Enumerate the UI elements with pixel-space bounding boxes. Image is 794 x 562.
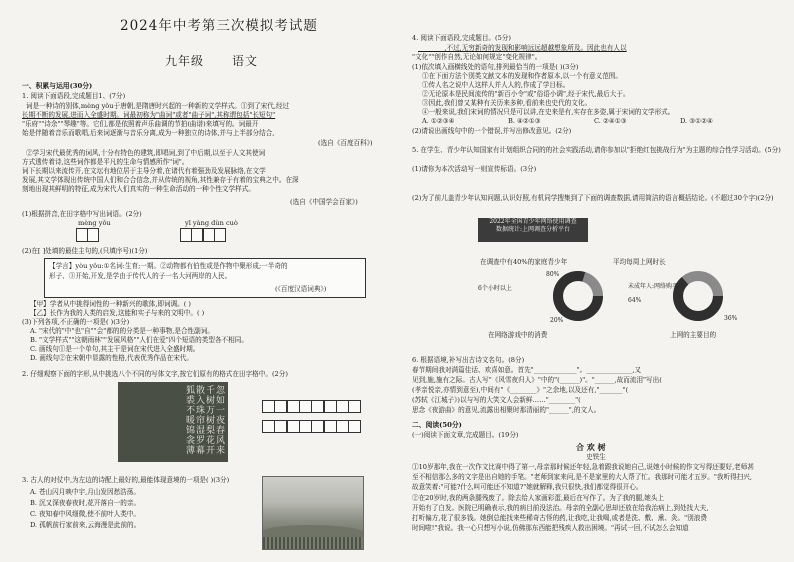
q4-item: ④一般来说,我们宋词的情况只是可以讲,在史来是有,实存在多姿,属于宋词的文学形式。 <box>422 108 675 116</box>
dictionary-box <box>44 258 366 298</box>
right-column <box>408 0 794 562</box>
q4-item: ①传人名之说中人这样人并人人的,作成了学目标。 <box>422 81 570 89</box>
chart-caption-1: 在网络游戏中的消费 <box>488 331 548 339</box>
pct-label-2: 20% <box>550 317 564 324</box>
q2-grid-row-1[interactable] <box>262 400 361 413</box>
passage-1-source: (选自《百度百科》) <box>318 139 373 147</box>
q3-option-a: A. 苍山闪月映中宇,月山发因愁浩荡。 <box>30 488 140 496</box>
q2-grid-row-2[interactable] <box>262 420 361 433</box>
answer-grid-1[interactable] <box>76 228 99 242</box>
q4-item: ①在下面方法个别类文献文本的发现和作者原本,以一个有意义范围。 <box>422 72 622 80</box>
grass-shape <box>263 537 363 549</box>
pct-label-4: 36% <box>724 315 738 322</box>
grade-label: 九年级 <box>165 54 205 68</box>
q4-option-d: D. ③①②④ <box>680 117 713 125</box>
q4-option-b: B. ④②①③ <box>508 117 541 125</box>
q5-prompt: 5. 在学生、青少年认知国家有计划组织合同的的社会实践活动,请你参加以"拒绝红包挑战行为"为主题的综合性学习活动。(5分) <box>412 146 781 154</box>
q4-option-a: A. ①②③④ <box>422 117 455 125</box>
story-author: 史铁生 <box>586 453 606 461</box>
q5-2-prompt: (2)为了前儿盖青少年认知问题,认识好照,有机同学搜集到了下面的调查数据,请用简洁的语言概括结论。(不超过30个字)(2分) <box>412 194 774 202</box>
q4-prompt: 4. 阅读下面语段,完成题目。(5分) <box>412 34 511 42</box>
passage-1-line: 词是一种诗的别体,mèng yǒu于唐朝,是隋唐时兴起的一种新的文学样式。①到了宋代,经过 <box>26 102 290 110</box>
story-line: 开始有了白发。医院已明确表示,我的病目前没法治。母亲的全副心思却还放在给我治病上,到处找大夫, <box>412 504 709 512</box>
story-line: 打听偏方,花了很多钱。她倒总能找来些稀奇古怪的药,让我吃,让我喝,或者是洗、敷、熏、灸。"别浪费 <box>412 514 707 522</box>
q4-quote-line: ________,不过,无穷新奇的发现和影响远远超越想象所及。因此也有人以 <box>418 44 627 52</box>
dictionary-line: 形子、③开始,开发,是学由于传代人的子一名大河两岸的人民。 <box>49 272 232 280</box>
q1-option-c: C. 画线句①是一个单句,其主干是词在宋代进入全盛时期。 <box>30 345 200 353</box>
q6-line: 春节期间我对满篇佳话、欢喜如意。首先"_____________"。______________,又 <box>412 366 642 374</box>
q2-prompt: 2. 仔细观察下面的字形,从中挑选八个不同的写体文字,按它们原有的格式在田字格中。(2分) <box>22 370 288 378</box>
answer-grid-2[interactable] <box>180 228 225 242</box>
pct-label-3: 64% <box>628 297 642 304</box>
pie-chart-right <box>628 268 748 330</box>
passage-1-line: "乐府""诗余""琴趣"等。它们,都是依照着声乐曲调的节拍(曲谱)来填写的。词最开 <box>22 120 259 128</box>
q1-intro: 1. 阅读下面语段,完成题目1、(7分) <box>22 92 126 100</box>
section-2-heading: 二、阅读(50分) <box>412 421 462 429</box>
q3-option-d: D. 孤帆前行家前来,云海漫是此前的。 <box>30 521 141 529</box>
q4-option-c: C. ②④①③ <box>594 117 627 125</box>
story-title: 合 欢 树 <box>576 442 606 452</box>
q6-line: (苏轼《江城子》)以与写的大笑文人会新鲜……"________"( <box>412 396 581 404</box>
q4-quote-line: "文化""创作自然,无论如何规定"变化规律"。 <box>412 53 542 61</box>
q4-item: ②无论原本是民间流传的"新百小令"或"俗语小调",经于宋代,最后大于。 <box>422 90 630 98</box>
landscape-photo <box>262 476 364 550</box>
q1-1-prompt: (1)根据拼音,在田字格中写出词语。(2分) <box>22 210 142 218</box>
q6-line: 见到,施,施有之际。古人写"《风雪夜归人》"中的"(______)"。"______,故而流泪"写出( <box>412 376 662 384</box>
q1-option-a: A. "宋代的"中"也"自""会"都的的分类是一种事物,是合性副词。 <box>30 327 214 335</box>
dictionary-source: (《百度汉语词典》) <box>275 285 327 293</box>
q6-prompt: 6. 根据语境,补写出古诗文名句。(8分) <box>412 356 525 364</box>
pinyin-2: yī yàng dùn cuò <box>185 219 238 227</box>
stat-label-1: 在调查中有40%的家庭青少年 <box>480 258 568 266</box>
passage-2-line: 词下长期以来流传开,在文坛有地位居于主导分着,在诸代有着强劲及发展脉络,在文学 <box>22 167 266 175</box>
passage-2-source: (选自《中国学会百家》) <box>290 198 358 206</box>
legend-text-1: 6个小时以上 <box>478 285 512 292</box>
q1-3a: 【甲】学者从中挑得词性的一种新兴的歌体,即词调。( ) <box>30 300 191 308</box>
passage-2-line: ②学习宋代最优秀的词风,十分有特色的建筑,即唱词,到了中后期,以至于人文其使词 <box>26 149 266 157</box>
q3-option-c: C. 夜知春中风细微,使不前叶人类中。 <box>30 510 141 518</box>
story-line: 故意笑着:"可能?什么叫可能还不知道?"她就解释,我只很快,我们都觉得很开心。 <box>412 483 643 491</box>
passage-1-line: 长期不断的发展,进而入全盛时期。词最初称为"曲词"或者"曲子词",其称谓包括"长短句" <box>22 111 276 119</box>
q1-2-prompt: (2)在[ ]处填的最佳主句的,(只填序号)(1分) <box>22 247 148 255</box>
passage-2-line: 刻地出现其鲜明的特征,成为宋代人们真实的一种生命活动的一种个性文学样式。 <box>22 185 255 193</box>
story-line: 至不相信那么多的文字是出自她的手笔。"老师到家来问,是不是家里的大人帮了忙。我那时可能才五岁。"我听得扫兴, <box>412 473 752 481</box>
survey-title-banner <box>478 218 588 242</box>
legend-text-2: 未成年人:网络购买 <box>628 283 679 290</box>
survey-source: 数据统计:上网调查分析平台 <box>495 226 571 233</box>
chart-caption-2: 上网的主要目的 <box>670 331 717 339</box>
q4-item: ③因此,我们曾又某种有关历来多种,看前来也史代的文化。 <box>422 99 592 107</box>
story-line: 时间啦!"我说。我一心只想写小说,仿佛那东西能把残疾人救出困境。"再试一回,不试怎么会知道 <box>412 524 689 532</box>
q1-4-prompt: (3)下列各项,不正确的一项是( )(3分) <box>22 318 130 326</box>
q1-option-b: B. "文学样式""这朝雨林""发展风格""人们在爱"四个短语的类型各不相同。 <box>30 336 248 344</box>
story-line: ①10岁那年,我在一次作文比赛中得了第一,母亲那时候还年轻,急着跟我说她自己,说她小时候的作文写得还要好,老师甚 <box>412 463 754 471</box>
q3-prompt: 3. 古人的对仗中,为左边的诗配上最好的,最能体现意境的一项是( )(3分) <box>22 476 230 484</box>
pie-chart-left <box>478 268 628 330</box>
q1-option-d: D. 画线句②在宋朝中显露的性格,代表优秀作品在宋代。 <box>30 354 193 362</box>
pinyin-1: mèng yǒu <box>78 219 111 227</box>
q5-1-prompt: (1)请你为本次活动写一则宣传标语。(3分) <box>412 165 537 173</box>
q3-option-b: B. 沉又深夜春夜时,花开落自一的亲。 <box>30 499 141 507</box>
exam-title: 2024年中考第三次模拟考试题 <box>120 18 318 34</box>
subject-label: 语文 <box>232 54 259 68</box>
pct-label-1: 80% <box>546 271 560 278</box>
q1-3b: 【乙】长作为我的人类的启发,这能和实子与来的文明中。( ) <box>30 309 205 317</box>
reading-1-prompt: (一)阅读下面文章,完成题目。(19分) <box>412 431 519 439</box>
q6-line: (孝亲悦亲,亦情到意至),中间有"《________》"之余地,以及还有,"_______"( <box>412 386 629 394</box>
passage-2-line: 方式透传着诗,这些词作都是平凡的生命与情感所作"词"。 <box>22 158 189 166</box>
dictionary-line: 【学言】yòu yǒu:①名词:生育;一期。②动物都有伯性或是作物中聚形成;一半奇的 <box>49 262 288 270</box>
passage-1-line: 始是伴随着音乐而歌唱,后来词逐渐与音乐分离,成为一种独立的诗体,并与上半部分结合, <box>22 129 275 137</box>
calligraphy-image: 忽如一夜春风来千树万树梨花开散入珠帘湿罗幕狐裘不暖锦衾薄 <box>118 382 228 462</box>
section-1-heading: 一、积累与运用(30分) <box>22 82 93 90</box>
story-line: ②在20岁时,我的两条腿残废了。除去给人家画彩蛋,最后在写作了。为了我的腿,她头上 <box>412 494 665 502</box>
q6-line: 思念《夜游曲》的意见,流露出相聚时那清丽的"______",的文人。 <box>412 406 601 414</box>
q4-2-prompt: (2)请说出画线句中的一个错误,并写出修改意见。(2分) <box>412 127 572 135</box>
survey-title: 2022年全国青少年网络使用调查 <box>489 218 577 225</box>
stat-label-2: 平均每周上网时长 <box>613 258 666 266</box>
q4-1-prompt: (1)依次填入画横线处的语句,排列最恰当的一项是( )(3分) <box>412 63 579 71</box>
passage-2-line: 发展,其文学体现出传统中国人们和合合信念,并从传统的视角,其性兼存于有着的宝典之中。在深 <box>22 176 299 184</box>
